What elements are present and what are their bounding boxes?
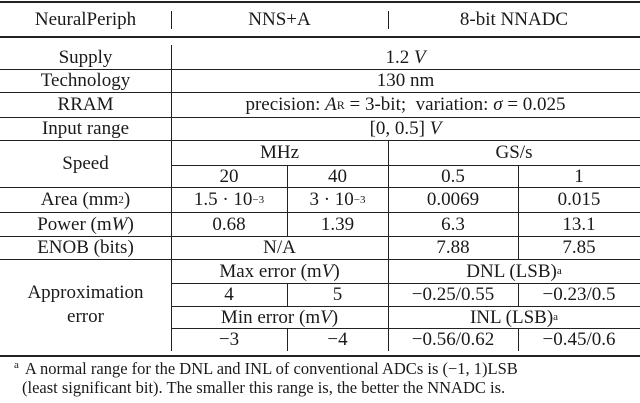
enob-value: 7.88 (436, 237, 470, 258)
rram-value (171, 92, 640, 117)
header-neuralperiph: NeuralPeriph (34, 9, 137, 30)
inl-label: INL (LSB) a (469, 306, 559, 328)
dnl-value: −0.25/0.55 (411, 284, 495, 305)
max-error-label-close: ) (333, 260, 340, 282)
max-error-label (171, 259, 388, 283)
supply-number: 1.2 (385, 46, 410, 68)
max-error-value: 4 (224, 284, 234, 305)
power-label-close: ) (127, 213, 134, 235)
power-value: 6.3 (441, 213, 465, 235)
supply-label: Supply (58, 46, 113, 68)
min-error-unit: V (320, 306, 332, 328)
approx-error-label-line1: Approximation (27, 282, 144, 303)
enob-value: 7.85 (562, 237, 596, 258)
dnl-label: DNL (LSB) a (466, 260, 562, 282)
rram-precision-text: precision: (245, 94, 326, 115)
min-error-label-close: ) (331, 306, 339, 328)
supply-unit: V (413, 46, 426, 68)
enob-label: ENOB (bits) (37, 237, 134, 258)
approx-error-label (0, 259, 171, 351)
footnote-text-1: A normal range for the DNL and INL of conventional ADCs is (−1, 1)LSB (24, 359, 518, 378)
min-error-label-text: Min error (m (220, 306, 321, 328)
min-error-value: −4 (327, 329, 348, 350)
technology-label: Technology (40, 70, 131, 91)
dnl-value: −0.23/0.5 (542, 284, 616, 305)
rram-label: RRAM (57, 94, 114, 115)
area-value: 1.5 · 10 −3 (193, 189, 265, 210)
inl-value: −0.45/0.6 (542, 329, 616, 350)
max-error-label-text: Max error (m (219, 260, 322, 282)
power-label (0, 212, 171, 236)
area-value-base: 3 · 10 (309, 189, 354, 210)
min-error-value: −3 (218, 329, 240, 350)
area-label-text: Area (mm (40, 189, 119, 210)
rram-subscript: R (336, 97, 345, 112)
enob-nns-value: N/A (263, 237, 296, 258)
speed-unit-mhz: MHz (259, 142, 300, 163)
footnote-line-1 (14, 359, 518, 378)
input-range-interval: [0, 0.5] (369, 118, 426, 139)
footnote-line-2 (22, 378, 505, 397)
supply-value (171, 45, 640, 69)
area-label: Area (mm 2 ) (40, 189, 131, 210)
area-value: 0.0069 (426, 189, 480, 210)
rram-symbol: A (325, 94, 337, 115)
input-range-unit: V (429, 118, 442, 139)
speed-label: Speed (62, 153, 109, 174)
power-value: 13.1 (562, 213, 596, 235)
area-value: 0.015 (557, 189, 601, 210)
power-label-text: Power (m (37, 213, 112, 235)
area-label-close: ) (123, 189, 131, 210)
footnote-text-2: (least significant bit). The smaller this range is, the better the NNADC is. (22, 378, 506, 397)
speed-value: 1 (574, 165, 584, 187)
power-label-unit: W (111, 213, 128, 235)
bottom-rule (0, 355, 640, 357)
speed-value: 20 (219, 165, 239, 187)
header-rule (0, 36, 640, 38)
area-value-base: 1.5 · 10 (193, 189, 253, 210)
header-nnadc: 8-bit NNADC (459, 9, 569, 30)
power-value: 1.39 (320, 213, 355, 235)
input-range-value (171, 117, 640, 140)
footnote-marker: a (14, 358, 19, 371)
header-nns-a: NNS+A (248, 9, 311, 30)
dnl-label-text: DNL (LSB) (466, 260, 557, 282)
power-value: 0.68 (212, 213, 246, 235)
min-error-label (171, 306, 388, 328)
speed-value: 40 (328, 165, 347, 187)
input-range-label: Input range (41, 118, 130, 139)
approx-error-label-line2: error (67, 306, 104, 327)
rram-sigma: σ (493, 94, 503, 115)
max-error-unit: V (321, 260, 334, 282)
speed-value: 0.5 (441, 165, 465, 187)
area-value: 3 · 10 −3 (309, 189, 366, 210)
technology-value: 130 nm (376, 70, 435, 91)
inl-label-text: INL (LSB) (469, 306, 554, 328)
rram-mid-text: = 3-bit; variation: (344, 94, 494, 115)
speed-unit-gss: GS/s (495, 142, 533, 163)
max-error-value: 5 (332, 284, 343, 305)
inl-value: −0.56/0.62 (411, 329, 495, 350)
rram-variation-value: = 0.025 (502, 94, 566, 115)
